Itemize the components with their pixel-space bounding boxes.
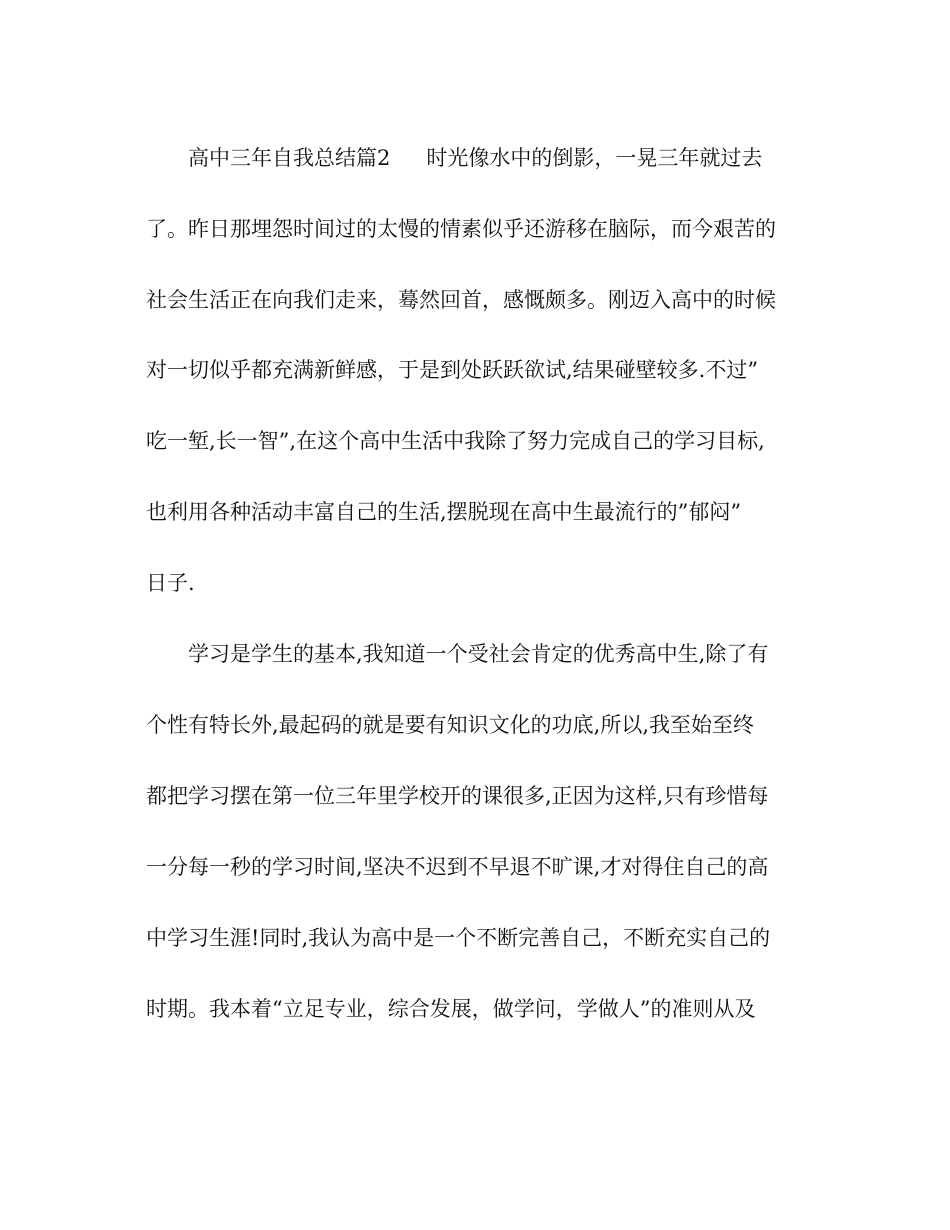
section-heading: 高中三年自我总结篇2 xyxy=(188,146,391,170)
paragraph-2-line-2: 个性有特长外,最起码的就是要有知识文化的功底,所以,我至始至终 xyxy=(146,713,755,737)
paragraph-2-line-6: 时期。我本着“立足专业，综合发展，做学问，学做人”的准则从及 xyxy=(146,997,756,1021)
paragraph-2-line-3: 都把学习摆在第一位三年里学校开的课很多,正因为这样,只有珍惜每 xyxy=(146,784,769,808)
paragraph-1-line-5: 吃一堑,长一智”,在这个高中生活中我除了努力完成自己的学习目标, xyxy=(146,429,765,453)
paragraph-1-line-3: 社会生活正在向我们走来，蓦然回首，感慨颇多。刚迈入高中的时候 xyxy=(146,288,776,312)
paragraph-text: 时光像水中的倒影，一晃三年就过去 xyxy=(426,146,763,170)
paragraph-1-line-7: 日子. xyxy=(146,571,195,595)
paragraph-1-line-6: 也利用各种活动丰富自己的生活,摆脱现在高中生最流行的”郁闷” xyxy=(146,500,742,524)
paragraph-2-line-5: 中学习生涯!同时,我认为高中是一个不断完善自己，不断充实自己的 xyxy=(146,926,771,950)
paragraph-2-line-4: 一分每一秒的学习时间,坚决不迟到不早退不旷课,才对得住自己的高 xyxy=(146,855,769,879)
paragraph-1-line-2: 了。昨日那埋怨时间过的太慢的情素似乎还游移在脑际，而今艰苦的 xyxy=(146,217,776,241)
paragraph-2-line-1: 学习是学生的基本,我知道一个受社会肯定的优秀高中生,除了有 xyxy=(188,642,769,666)
paragraph-1-line-1 xyxy=(188,143,762,173)
paragraph-1-line-4: 对一切似乎都充满新鲜感，于是到处跃跃欲试,结果碰壁较多.不过” xyxy=(146,358,759,382)
